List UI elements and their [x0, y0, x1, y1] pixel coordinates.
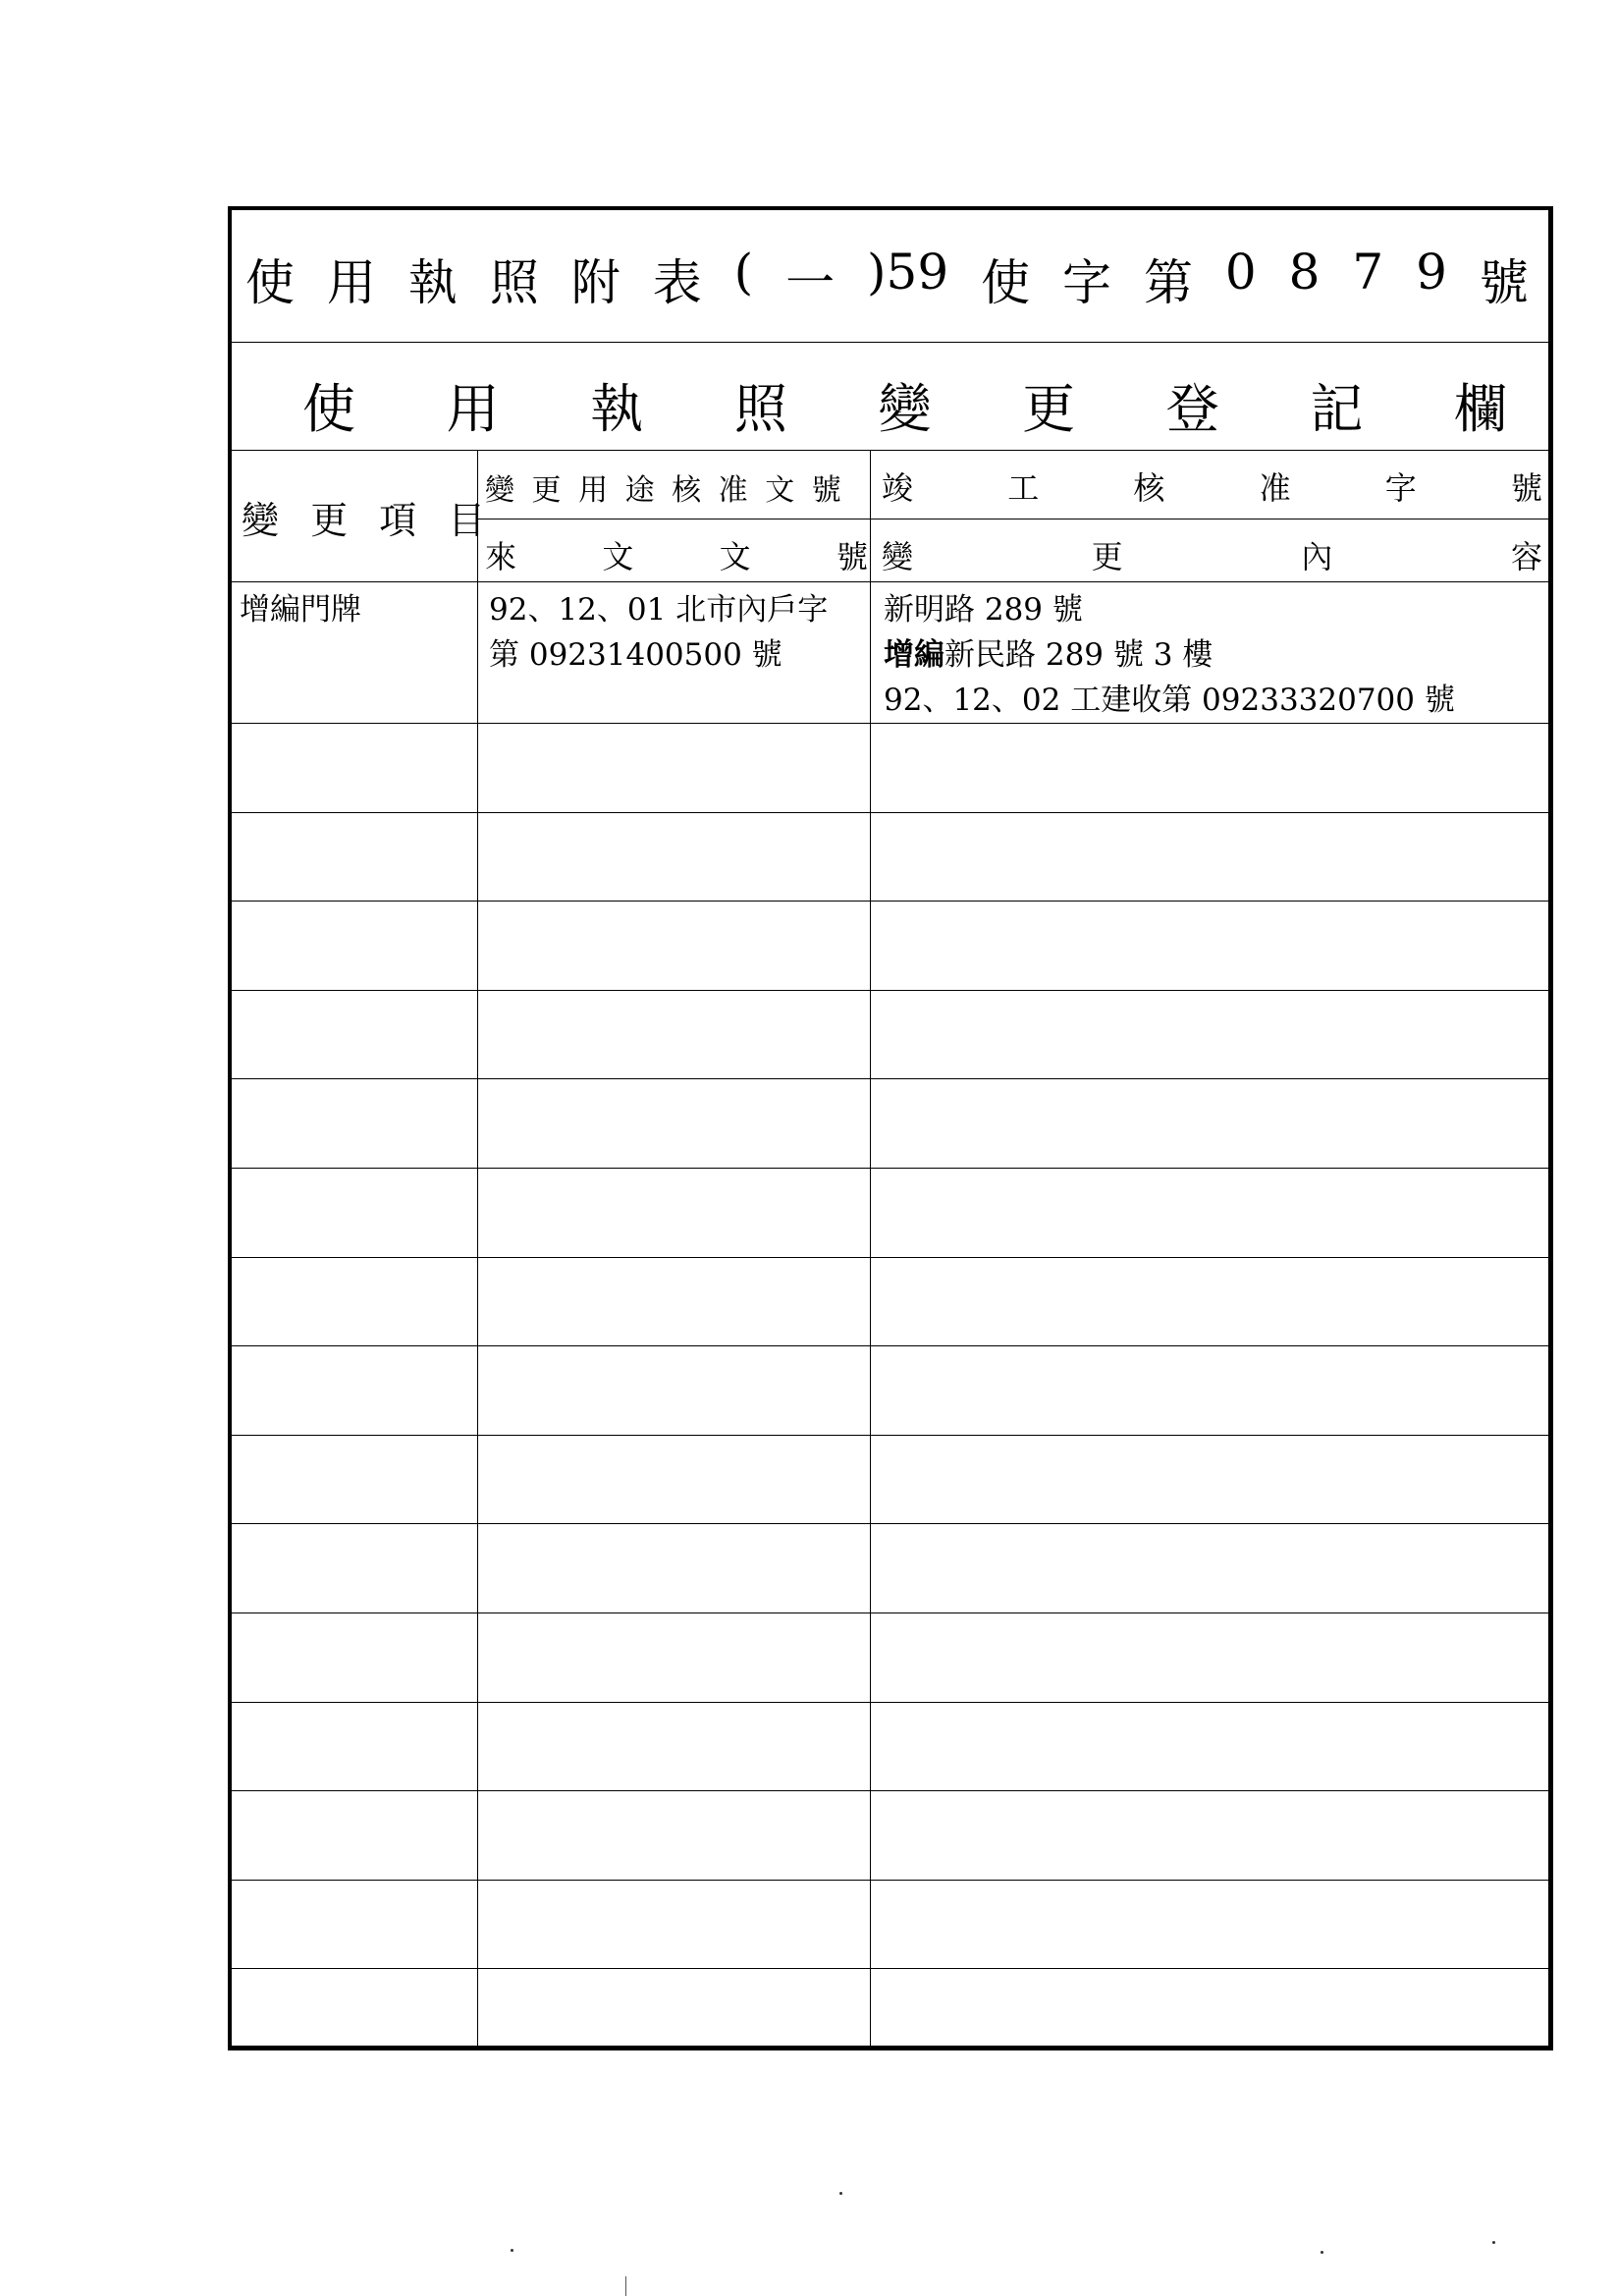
title-char: 字 [1062, 254, 1112, 311]
column-divider-2 [870, 450, 871, 2050]
register-row-line [232, 1523, 1548, 1524]
banner-char: 欄 [1454, 378, 1507, 440]
banner-char: 使 [302, 378, 355, 440]
header-incoming-doc-no [485, 532, 868, 577]
register-row-line [232, 1880, 1548, 1881]
title-char: 第 [1143, 254, 1193, 311]
scan-speck [511, 2249, 513, 2252]
banner-char: 登 [1165, 378, 1219, 440]
title-char: 表 [652, 254, 702, 311]
title-char: 使 [981, 254, 1031, 311]
permit-change-register-form [228, 206, 1553, 2050]
title-char: 照 [489, 254, 539, 311]
scan-mark [625, 2276, 626, 2296]
header-char: 准 [1259, 469, 1291, 507]
register-row-line [232, 723, 1548, 724]
header-char: 竣 [882, 469, 914, 507]
title-char: ( [733, 244, 754, 301]
form-title [245, 244, 1529, 314]
title-char: 0 [1224, 244, 1257, 301]
register-row-line [232, 1257, 1548, 1258]
title-divider [232, 342, 1548, 343]
register-row-line [232, 990, 1548, 991]
scan-speck [1321, 2251, 1323, 2254]
column-divider-1 [477, 450, 478, 2050]
header-char: 文 [602, 538, 634, 575]
banner-char: 記 [1310, 378, 1364, 440]
header-change-content [882, 532, 1542, 577]
banner-char: 變 [878, 378, 932, 440]
register-banner [302, 367, 1507, 443]
banner-divider [232, 450, 1548, 451]
header-char: 更 [1091, 538, 1123, 575]
header-divider [232, 581, 1548, 582]
header-char: 號 [836, 538, 868, 575]
entry-doc-no-line2: 第 09231400500 號 [489, 637, 782, 673]
header-completion-no [882, 464, 1542, 509]
register-row-line [232, 901, 1548, 902]
header-char: 工 [1007, 469, 1040, 507]
banner-char: 照 [733, 378, 787, 440]
title-char: )59 [867, 244, 949, 301]
register-row-line [232, 1345, 1548, 1346]
title-char: 附 [570, 254, 620, 311]
title-char: 9 [1416, 244, 1447, 301]
register-row-line [232, 812, 1548, 813]
register-row-line [232, 1790, 1548, 1791]
register-row-line [232, 1435, 1548, 1436]
entry-content-line2 [884, 632, 1213, 678]
title-char: 號 [1479, 254, 1529, 311]
title-char: 7 [1352, 244, 1384, 301]
entry-content-line1: 新明路 289 號 [884, 592, 1083, 628]
banner-char: 用 [446, 378, 500, 440]
header-char: 文 [719, 538, 751, 575]
entry-content-bold: 增編 [884, 637, 944, 673]
title-char: 8 [1288, 244, 1321, 301]
title-char: 使 [245, 254, 295, 311]
header-char: 字 [1384, 469, 1417, 507]
title-char: 執 [407, 254, 458, 311]
header-change-item: 變 更 項 目 [242, 499, 496, 542]
register-row-line [232, 1968, 1548, 1969]
title-char: 一 [785, 254, 836, 311]
register-row-line [232, 1168, 1548, 1169]
register-row-line [232, 1078, 1548, 1079]
header-char: 來 [485, 538, 517, 575]
banner-char: 更 [1022, 378, 1076, 440]
scan-speck [1492, 2241, 1495, 2244]
header-char: 容 [1510, 538, 1542, 575]
header-approval-no: 變 更 用 途 核 准 文 號 [485, 473, 845, 508]
header-char: 內 [1301, 538, 1333, 575]
header-char: 號 [1510, 469, 1542, 507]
header-char: 變 [882, 538, 914, 575]
register-row-line [232, 1702, 1548, 1703]
title-char: 用 [326, 254, 376, 311]
scan-speck [839, 2192, 842, 2195]
entry-content-rest: 新民路 289 號 3 樓 [944, 637, 1214, 673]
entry-content-line3: 92、12、02 工建收第 09233320700 號 [884, 683, 1455, 718]
banner-char: 執 [590, 378, 644, 440]
entry-doc-no-line1: 92、12、01 北市內戶字 [489, 592, 829, 628]
header-char: 核 [1133, 469, 1165, 507]
entry-item: 增編門牌 [240, 592, 361, 628]
